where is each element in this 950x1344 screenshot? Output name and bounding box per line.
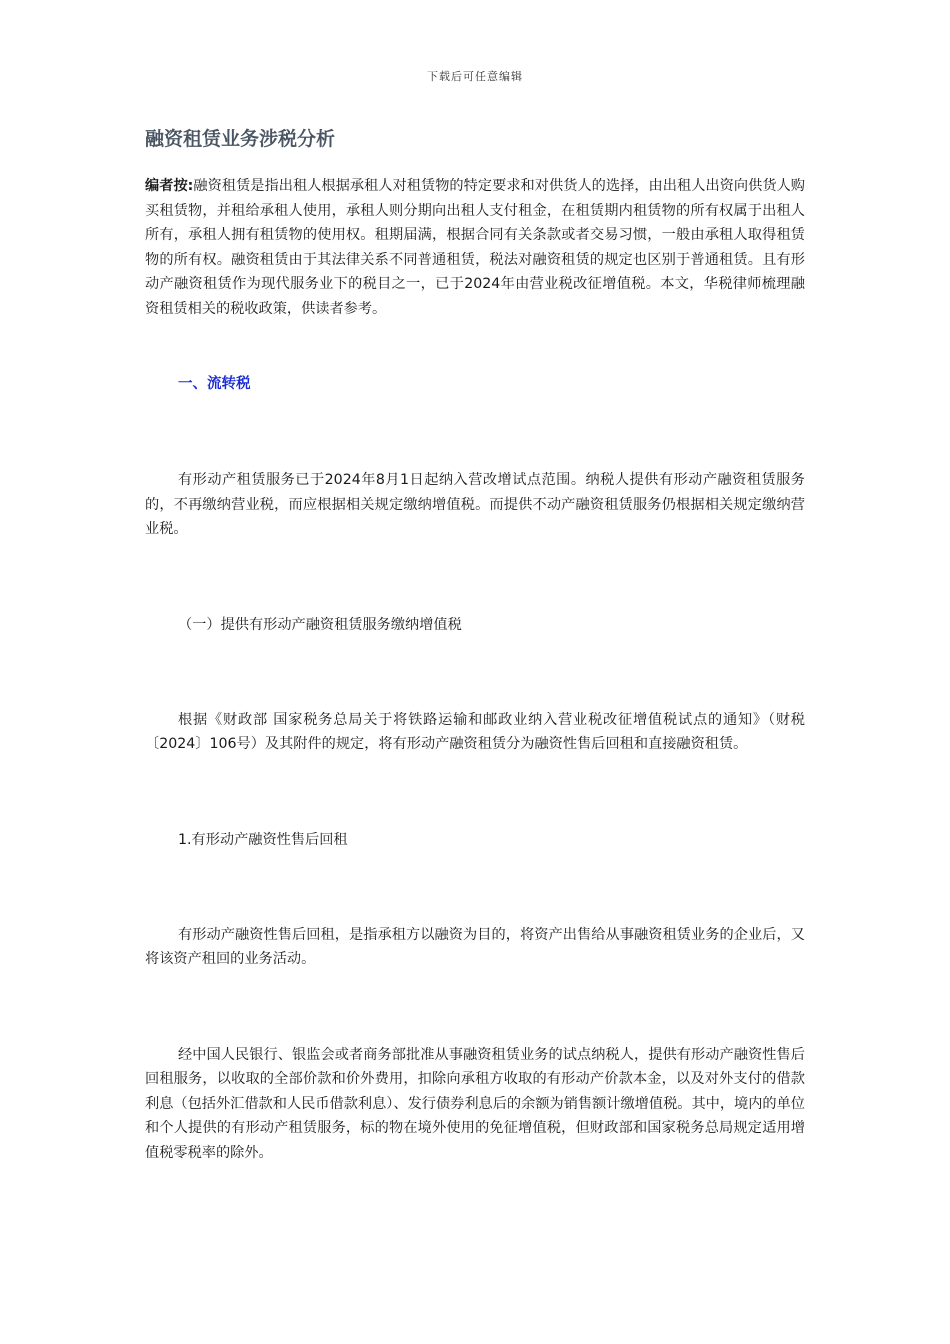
body-paragraph-3: 有形动产融资性售后回租，是指承租方以融资为目的，将资产出售给从事融资租赁业务的企业后，又将该资产租回的业务活动。: [145, 926, 805, 967]
item-heading-leaseback: 1.有形动产融资性售后回租: [178, 831, 348, 848]
body-paragraph-2: 根据《财政部 国家税务总局关于将铁路运输和邮政业纳入营业税改征增值税试点的通知》（财税〔2024〕106号）及其附件的规定，将有形动产融资租赁分为融资性售后回租和直接融资租赁。: [145, 711, 805, 752]
body-paragraph-4: 经中国人民银行、银监会或者商务部批准从事融资租赁业务的试点纳税人，提供有形动产融资性售后回租服务，以收取的全部价款和价外费用，扣除向承租方收取的有形动产价款本金，以及对外支付的借款利息（包括外汇借款和人民币借款利息）、发行债券利息后的余额为销售额计缴增值税。其中，境内的单位和个人提供的有形动产租赁服务，标的物在境外使用的免征增值税，但财政部和国家税务总局规定适用增值税零税率的除外。: [145, 1046, 805, 1161]
editor-note-label: 编者按:: [145, 178, 194, 194]
document-title: 融资租赁业务涉税分析: [145, 128, 336, 150]
subsection-heading-vat: （一）提供有形动产融资租赁服务缴纳增值税: [178, 616, 462, 633]
header-note: 下载后可任意编辑: [427, 70, 523, 83]
section-heading-turnover-tax: 一、流转税: [178, 376, 251, 392]
document-body: [145, 126, 805, 1165]
editor-note-paragraph: [145, 174, 805, 321]
editor-note-text: 融资租赁是指出租人根据承租人对租赁物的特定要求和对供货人的选择，由出租人出资向供货人购买租赁物，并租给承租人使用，承租人则分期向出租人支付租金，在租赁期内租赁物的所有权属于出租人所有，承租人拥有租赁物的使用权。租期届满，根据合同有关条款或者交易习惯，一般由承租人取得租赁物的所有权。融资租赁由于其法律关系不同普通租赁，税法对融资租赁的规定也区别于普通租赁。且有形动产融资租赁作为现代服务业下的税目之一，已于2024年由营业税改征增值税。本文，华税律师梳理融资租赁相关的税收政策，供读者参考。: [145, 178, 805, 317]
body-paragraph-1: 有形动产租赁服务已于2024年8月1日起纳入营改增试点范围。纳税人提供有形动产融资租赁服务的，不再缴纳营业税，而应根据相关规定缴纳增值税。而提供不动产融资租赁服务仍根据相关规定缴纳营业税。: [145, 472, 805, 537]
